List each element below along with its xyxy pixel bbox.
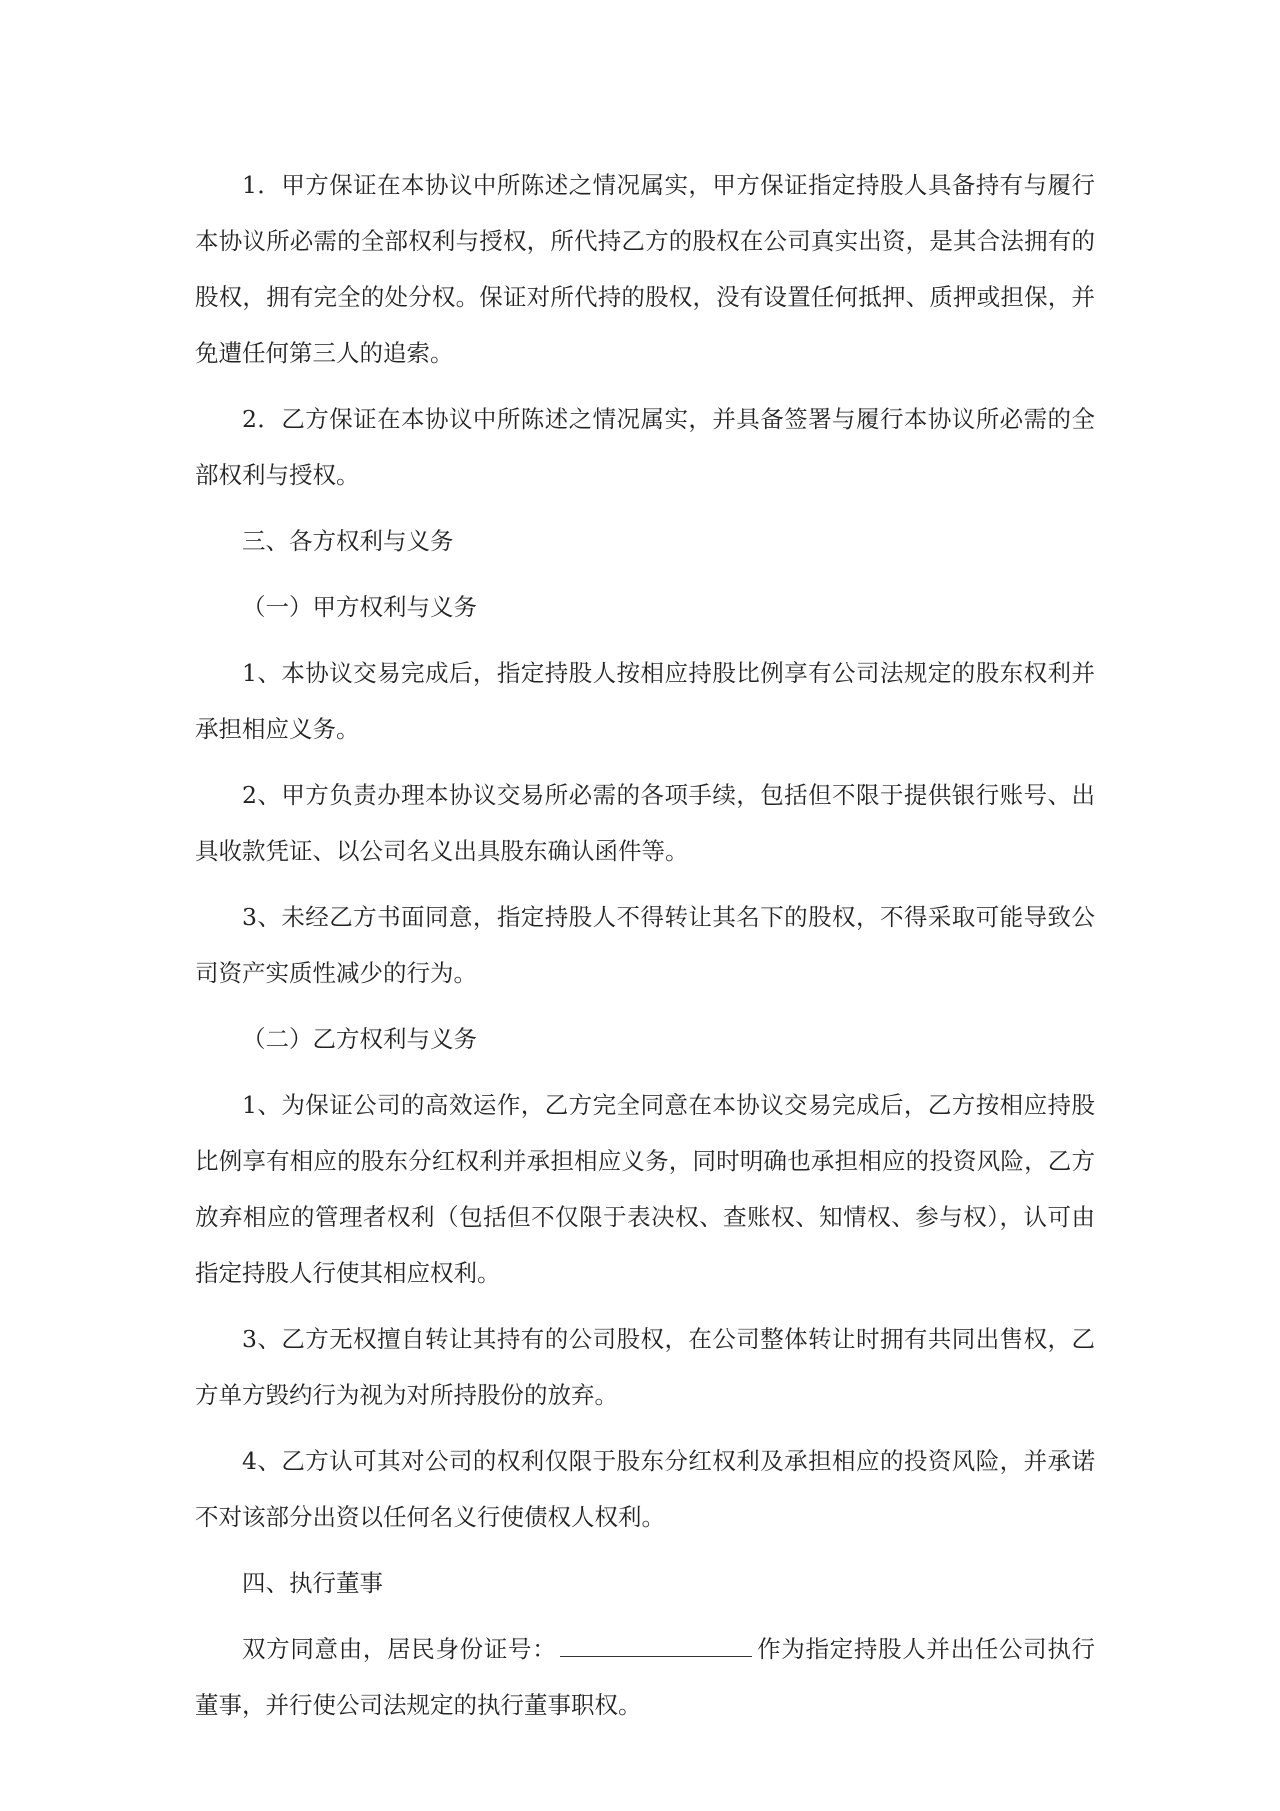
id-number-blank bbox=[560, 1630, 752, 1657]
clause-party-b-warranty: 2．乙方保证在本协议中所陈述之情况属实，并具备签署与履行本协议所必需的全部权利与授权。 bbox=[195, 405, 1095, 489]
party-b-item-4: 4、乙方认可其对公司的权利仅限于股东分红权利及承担相应的投资风险，并承诺不对该部分出资以任何名义行使债权人权利。 bbox=[195, 1447, 1095, 1531]
section-heading-rights-obligations: 三、各方权利与义务 bbox=[242, 527, 454, 555]
party-b-item-3: 3、乙方无权擅自转让其持有的公司股权，在公司整体转让时拥有共同出售权，乙方单方毁约行为视为对所持股份的放弃。 bbox=[195, 1325, 1095, 1409]
party-a-item-1: 1、本协议交易完成后，指定持股人按相应持股比例享有公司法规定的股东权利并承担相应义务。 bbox=[195, 659, 1095, 743]
clause-text-before-blank: 双方同意由，居民身份证号： bbox=[242, 1635, 557, 1663]
subheading-party-a: （一）甲方权利与义务 bbox=[242, 593, 477, 621]
party-b-item-1: 1、为保证公司的高效运作，乙方完全同意在本协议交易完成后，乙方按相应持股比例享有相应的股东分红权利并承担相应义务，同时明确也承担相应的投资风险，乙方放弃相应的管理者权利（包括但不仅限于表决权、查账权、知情权、参与权），认可由指定持股人行使其相应权利。 bbox=[195, 1091, 1095, 1287]
document-body bbox=[195, 157, 1095, 1743]
section-heading-executive-director: 四、执行董事 bbox=[242, 1569, 383, 1597]
subheading-party-b: （二）乙方权利与义务 bbox=[242, 1025, 477, 1053]
executive-director-clause bbox=[195, 1621, 1095, 1733]
party-a-item-3: 3、未经乙方书面同意，指定持股人不得转让其名下的股权，不得采取可能导致公司资产实质性减少的行为。 bbox=[195, 903, 1095, 987]
clause-party-a-warranty: 1．甲方保证在本协议中所陈述之情况属实，甲方保证指定持股人具备持有与履行本协议所必需的全部权利与授权，所代持乙方的股权在公司真实出资，是其合法拥有的股权，拥有完全的处分权。保证对所代持的股权，没有设置任何抵押、质押或担保，并免遭任何第三人的追索。 bbox=[195, 171, 1095, 367]
clause-text-after-blank: 作为指定持股人并出任公司执行董事，并行使公司法规定的执行董事职权。 bbox=[195, 1635, 1096, 1719]
party-a-item-2: 2、甲方负责办理本协议交易所必需的各项手续，包括但不限于提供银行账号、出具收款凭证、以公司名义出具股东确认函件等。 bbox=[195, 781, 1095, 865]
